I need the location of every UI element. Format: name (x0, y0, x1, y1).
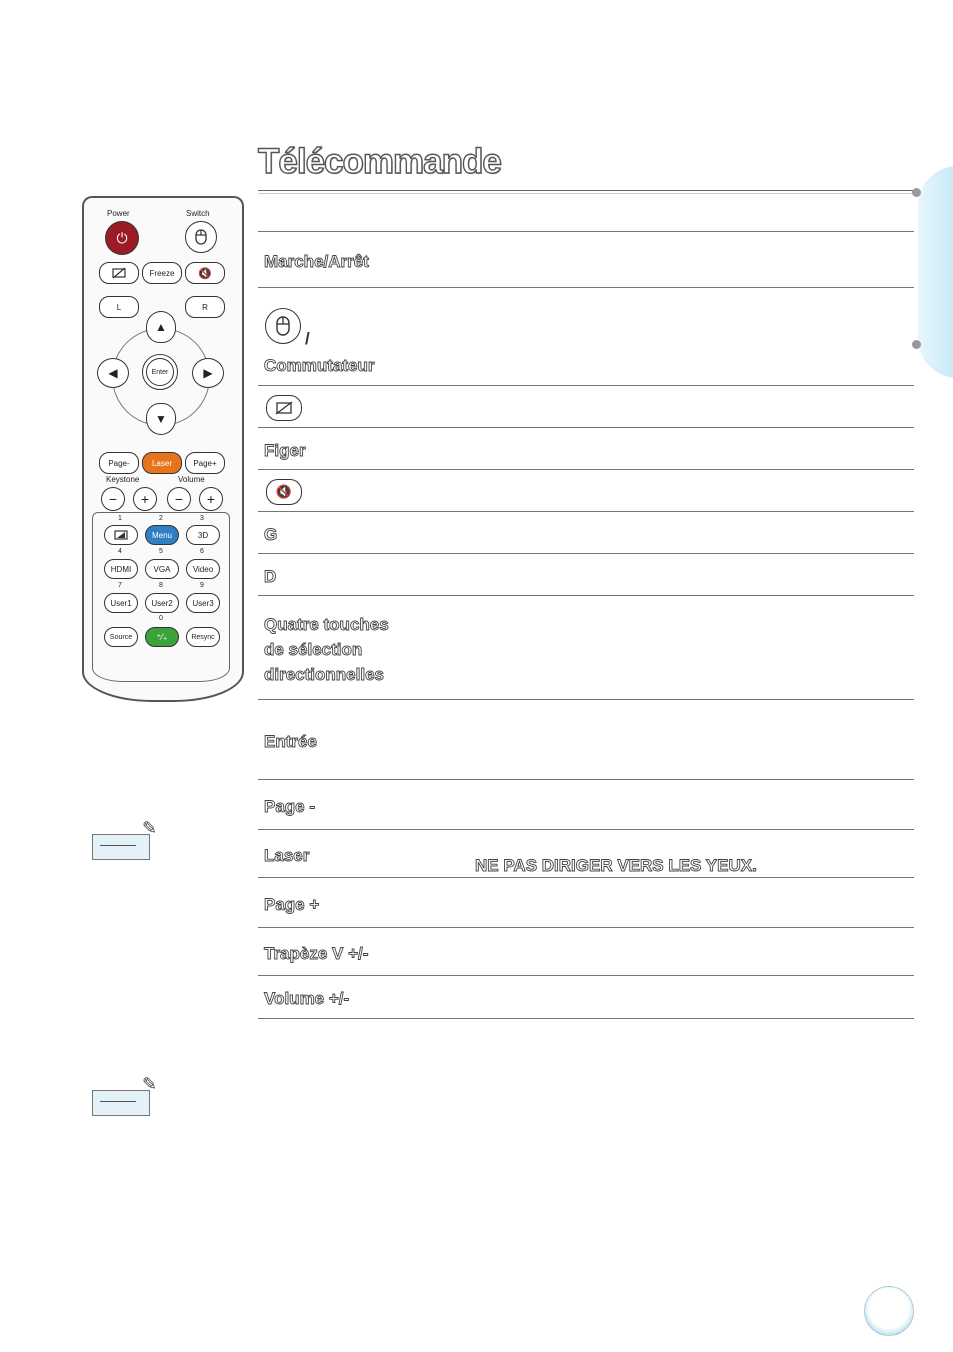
laser-button: Laser (142, 452, 182, 474)
video-button: Video (186, 559, 220, 579)
3d-button: 3D (186, 525, 220, 545)
table-divider (258, 779, 914, 780)
key-number: 4 (118, 548, 122, 555)
key-number: 0 (159, 615, 163, 622)
aspect-1-button (104, 525, 138, 545)
note-icon-line (100, 845, 136, 846)
mouse-icon (276, 316, 290, 336)
enter-button (142, 354, 178, 390)
blank-screen-row-icon (266, 395, 302, 421)
power-icon: ⏻ (116, 229, 128, 246)
r-button: R (185, 296, 225, 318)
user1-button: User1 (104, 593, 138, 613)
arrow-down-icon: ▼ (155, 412, 167, 426)
display-mode-icon (114, 530, 128, 540)
remote-label-power: Power (107, 209, 130, 218)
blank-screen-icon (112, 267, 126, 279)
speaker-mute-icon: 🔇 (198, 267, 212, 280)
table-divider (258, 927, 914, 928)
page-minus-button: Page- (99, 452, 139, 474)
table-row-label: Marche/Arrêt (264, 252, 369, 271)
separator-slash: / (305, 329, 310, 348)
table-divider (258, 877, 914, 878)
mute-row-icon (266, 479, 302, 505)
up-button (146, 311, 176, 343)
keystone-minus-button: − (101, 487, 125, 511)
aspect-icon: ⁺⁄₊ (156, 631, 168, 642)
user3-button: User3 (186, 593, 220, 613)
table-divider (258, 595, 914, 596)
table-row-label: D (264, 567, 277, 586)
left-button (97, 358, 129, 388)
table-divider (258, 699, 914, 700)
table-divider (258, 469, 914, 470)
table-divider (258, 1018, 914, 1019)
table-row-label: Quatre touches de sélection directionnelles (264, 615, 389, 684)
table-divider (258, 553, 914, 554)
pencil-icon: ✎ (142, 1074, 158, 1094)
table-row-label: Volume +/- (264, 989, 350, 1008)
user2-button: User2 (145, 593, 179, 613)
table-row-label: Commutateur (264, 356, 375, 375)
down-button (146, 403, 176, 435)
power-button (105, 221, 139, 255)
table-divider (258, 829, 914, 830)
av-mute-button (99, 262, 139, 284)
switch-icon (265, 308, 301, 344)
volume-minus-button: − (167, 487, 191, 511)
remote-label-volume: Volume (178, 475, 205, 484)
hdmi-button: HDMI (104, 559, 138, 579)
side-tab (918, 166, 953, 378)
enter-button-inner: Enter (146, 358, 174, 386)
table-row-label: Page - (264, 797, 316, 816)
blank-screen-icon (275, 401, 293, 415)
note-icon-line (100, 1101, 136, 1102)
key-number: 5 (159, 548, 163, 555)
freeze-button: Freeze (142, 262, 182, 284)
speaker-mute-icon: 🔇 (275, 484, 293, 499)
switch-button (185, 221, 217, 253)
side-tab-dot (912, 340, 921, 349)
table-divider (258, 287, 914, 288)
key-number: 7 (118, 582, 122, 589)
source-button: Source (104, 627, 138, 647)
table-row-label: Entrée (264, 732, 317, 751)
page-plus-button: Page+ (185, 452, 225, 474)
arrow-up-icon: ▲ (155, 320, 167, 334)
remote-label-switch: Switch (186, 209, 210, 218)
mute-button (185, 262, 225, 284)
key-number: 1 (118, 515, 122, 522)
key-number: 2 (159, 515, 163, 522)
page-number-badge (864, 1286, 914, 1336)
title-divider (258, 190, 914, 194)
vga-button: VGA (145, 559, 179, 579)
arrow-left-icon: ◀ (108, 366, 118, 380)
table-row-label: G (264, 525, 278, 544)
arrow-right-icon: ▶ (203, 366, 213, 380)
aspect-button (145, 627, 179, 647)
table-divider (258, 975, 914, 976)
laser-warning: NE PAS DIRIGER VERS LES YEUX. (475, 856, 757, 875)
table-row-label: Laser (264, 846, 310, 865)
key-number: 6 (200, 548, 204, 555)
menu-button: Menu (145, 525, 179, 545)
table-row-label: Page + (264, 895, 320, 914)
resync-button: Resync (186, 627, 220, 647)
right-button (192, 358, 224, 388)
remote-label-keystone: Keystone (106, 475, 140, 484)
keystone-plus-button: + (133, 487, 157, 511)
key-number: 3 (200, 515, 204, 522)
pencil-icon: ✎ (142, 818, 158, 838)
volume-plus-button: + (199, 487, 223, 511)
table-divider (258, 231, 914, 232)
table-row-label: Figer (264, 441, 306, 460)
table-divider (258, 511, 914, 512)
table-row-label: Trapèze V +/- (264, 944, 369, 963)
mouse-icon (195, 229, 207, 245)
page-title: Télécommande (258, 142, 501, 181)
l-button: L (99, 296, 139, 318)
key-number: 9 (200, 582, 204, 589)
key-number: 8 (159, 582, 163, 589)
table-divider (258, 427, 914, 428)
table-divider (258, 385, 914, 386)
side-tab-dot (912, 188, 921, 197)
